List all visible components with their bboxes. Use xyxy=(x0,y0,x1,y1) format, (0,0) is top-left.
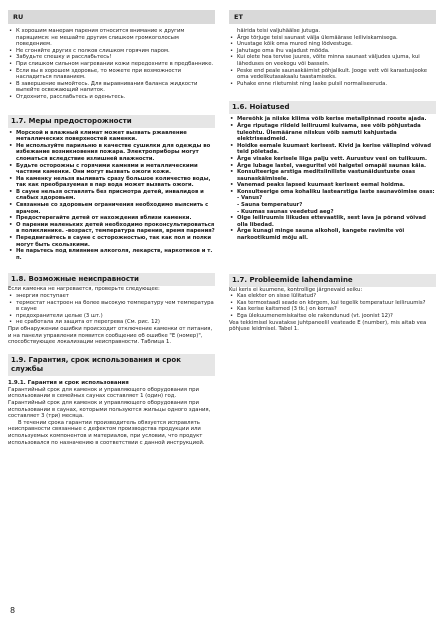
language-label-ru: RU xyxy=(8,10,215,24)
et-intro-list xyxy=(229,28,436,87)
ru-intro-item: • В завершение вымойтесь. Для выравнивания баланса жидкости выпейте освежающий напиток. xyxy=(8,81,215,94)
et-troubleshooting-outro: Vea tekkimisel kuvatakse juhtpaneelil veateade E (number), mis aitab vea põhjuse leidmisel. Tabel 1. xyxy=(229,319,427,333)
ru-safety-item: • Не парьтесь под влиянием алкоголя, лекарств, наркотиков и т. п. xyxy=(8,248,215,261)
et-intro-item: • Unustage kõik oma mured ning lõdvestuge. xyxy=(229,41,436,48)
ru-intro-list xyxy=(8,28,215,101)
ru-safety-item: • На каменку нельзя выливать сразу большое количество воды, так как преобразуемая в пар вода может вызвать ожоги. xyxy=(8,176,215,189)
et-safety-item: • Konsulteerige oma kohaliku lastearstiga laste saunavõimise osas: xyxy=(229,189,436,196)
ru-warranty-heading: 1.9. Гарантия, срок использования и срок службы xyxy=(8,354,215,376)
et-intro-item: • Jahutage oma ihu vajadust mööda. xyxy=(229,48,436,55)
language-label-et: ET xyxy=(229,10,436,24)
ru-intro-item: • Отдохните, расслабьтесь и оденьтесь. xyxy=(8,94,215,101)
et-troubleshooting-list xyxy=(229,293,436,319)
et-troubleshooting-item: • Kas termostaadi seade on kõrgem, kui tegelik temperatuur leiliruumis? xyxy=(229,300,436,307)
ru-intro-item: • К хорошим манерам парения относится внимание к другим парящимся: не мешайте другим слишком громкоголосым поведением. xyxy=(8,28,215,48)
et-troubleshooting-item: • Ega ülekuumenemiskaitse ole rakendunud (vt. joonist 12)? xyxy=(229,313,436,320)
et-safety-item: • Ärge riputage riideid leiliruumi kuivama, see võib põhjustada tuleohtu. Ülemäärane niiskus võib samuti kahjustada elektriseadmeid. xyxy=(229,123,436,143)
ru-warranty-subheading: 1.9.1. Гарантия и срок использования xyxy=(8,379,129,386)
ru-troubleshooting-item: • не сработала ли защита от перегрева (См. рис. 12) xyxy=(8,319,215,326)
et-safety-item: • Mereõhk ja niiske kliima võib kerise metallpinnad rooste ajada. xyxy=(229,116,436,123)
et-intro-item: • Peske end peale saunaskäimist põhjalikult. Jooge vett või karastusjooke oma vedelikutasakaalu taastamiseks. xyxy=(229,68,436,81)
et-safety-item: • Ärge lubage lastel, vaeguritel või haigetel omapäi saunas käia. xyxy=(229,163,436,170)
ru-troubleshooting-outro: При обнаружении ошибки происходит отключение каменки от питания, и на панели управления появится сообщение об ошибке "E (номер)", способствующее локализации неисправности. Таблица 1. xyxy=(8,325,213,346)
ru-troubleshooting-list xyxy=(8,293,215,326)
et-safety-list xyxy=(229,116,436,241)
et-safety-heading: 1.6. Hoiatused xyxy=(229,101,436,114)
et-safety-subitem: - Kuumas saunas veedetud aeg? xyxy=(237,208,334,215)
ru-safety-item: • Не используйте парильню в качестве сушилки для одежды во избежание возникновения пожара. Электроприборы могут сломаться вследствие излишней влажности. xyxy=(8,143,215,163)
ru-intro-item: • При слишком сильном нагревании кожи передохните в предбаннике. xyxy=(8,61,215,68)
et-intro-item: häirida teisi valjuhäälse jutuga. xyxy=(237,28,320,34)
et-safety-item: • Konsulteerige arstiga meditsiiniliste vastunäidustuste osas saunaskäimisele. xyxy=(229,169,436,182)
ru-warranty-paragraph-2: В течении срока гарантии производитель обязуется исправлять неисправности связанные с дефектом производства продукции или используемых компонентов и материалов, при условии, что продукт использовался по назначению в соответствии с данной инструкцией. xyxy=(8,419,205,446)
et-safety-subitem: - Vanus? xyxy=(237,195,263,202)
ru-intro-item: • Не сгоняйте других с полков слишком горячим паром. xyxy=(8,48,215,55)
et-intro-item: • Kui olete hea tervise juures, võite minna saunast väljudes ujuma, kui läheduses on veekogu või bassein. xyxy=(229,54,436,67)
ru-safety-item: • Предостерегайте детей от нахождения вблизи каменки. xyxy=(8,215,215,222)
ru-safety-list xyxy=(8,130,215,262)
et-safety-item: • Olge leiliruumis liikudes ettevaatlik, sest lava ja põrand võivad olla libedad. xyxy=(229,215,436,228)
ru-intro-item: • Если вы в хорошем здоровье, то можете при возможности насладиться плаванием. xyxy=(8,68,215,81)
ru-troubleshooting-item: • предохранители целые (3 шт.) xyxy=(8,313,215,320)
estonian-column xyxy=(229,28,436,333)
russian-column xyxy=(8,28,215,446)
et-safety-item: • Hoidke eemale kuumast kerisest. Kivid ja kerise välispind võivad teid põletada. xyxy=(229,143,436,156)
et-intro-item: • Puhake enne riietumist ning laske pulsil normaliseeruda. xyxy=(229,81,436,88)
et-troubleshooting-item: • Kas kerise kaitsmed (3 tk.) on korras? xyxy=(229,306,436,313)
et-troubleshooting-item: • Kas elekter on sisse lülitatud? xyxy=(229,293,436,300)
page-number: 8 xyxy=(10,606,16,615)
ru-troubleshooting-intro: Если каменка не нагревается, проверьте следующее: xyxy=(8,286,160,293)
ru-safety-item: • Морской и влажный климат может вызвать ржавление металлических поверхностей каменки. xyxy=(8,130,215,143)
ru-troubleshooting-item: • энергия поступает xyxy=(8,293,215,300)
et-safety-item: • Ärge kunagi minge sauna alkoholi, kangete ravimite või narkootikumid mõju all. xyxy=(229,228,436,241)
ru-troubleshooting-heading: 1.8. Возможные неисправности xyxy=(8,273,215,286)
et-intro-item: • Ärge tõrjuge teisi saunast välja ülemäärase leiliviskamisega. xyxy=(229,35,436,42)
ru-intro-item: • Забудьте спешку и расслабьтесь! xyxy=(8,54,215,61)
et-safety-item: • Ärge visake kerisele liiga palju vett. Aurustuv vesi on tulikuum. xyxy=(229,156,436,163)
ru-warranty-paragraph-1: Гарантийный срок для каменок и управляющего оборудования при использовании в семейных саунах составляет 1 (один) год. Гарантийный срок для каменок и управляющего оборудования при использовании в саунах, которыми пользуются жильцы одного здания, составляет 3 (три) месяца. xyxy=(8,386,211,420)
ru-safety-item: • Будьте осторожны с горячими камнями и металлическими частями каменки. Они могут вызвать ожоги кожи. xyxy=(8,163,215,176)
et-troubleshooting-intro: Kui keris ei kuumene, kontrollige järgnevaid seiku: xyxy=(229,286,363,293)
et-safety-item: • Vanemad peaks lapsed kuumast kerisest eemal hoidma. xyxy=(229,182,436,189)
ru-safety-item: • Передвигайтесь в сауне с осторожностью, так как пол и полки могут быть скользкими. xyxy=(8,235,215,248)
ru-safety-heading: 1.7. Меры предосторожности xyxy=(8,115,215,128)
ru-safety-item: • О парении маленьких детей необходимо проконсультироваться в поликлинике. -возраст, температура парения, время парения? xyxy=(8,222,215,235)
ru-troubleshooting-item: • термостат настроен на более высокую температуру чем температура в сауне xyxy=(8,300,215,313)
ru-safety-item: • Связанные со здоровьем ограничения необходимо выяснить с врачом. xyxy=(8,202,215,215)
ru-safety-item: • В сауне нельзя оставлять без присмотра детей, инвалидов и слабых здоровьем. xyxy=(8,189,215,202)
et-safety-subitem: - Sauna temperatuur? xyxy=(237,202,303,209)
et-troubleshooting-heading: 1.7. Probleemide lahendamine xyxy=(229,274,436,287)
